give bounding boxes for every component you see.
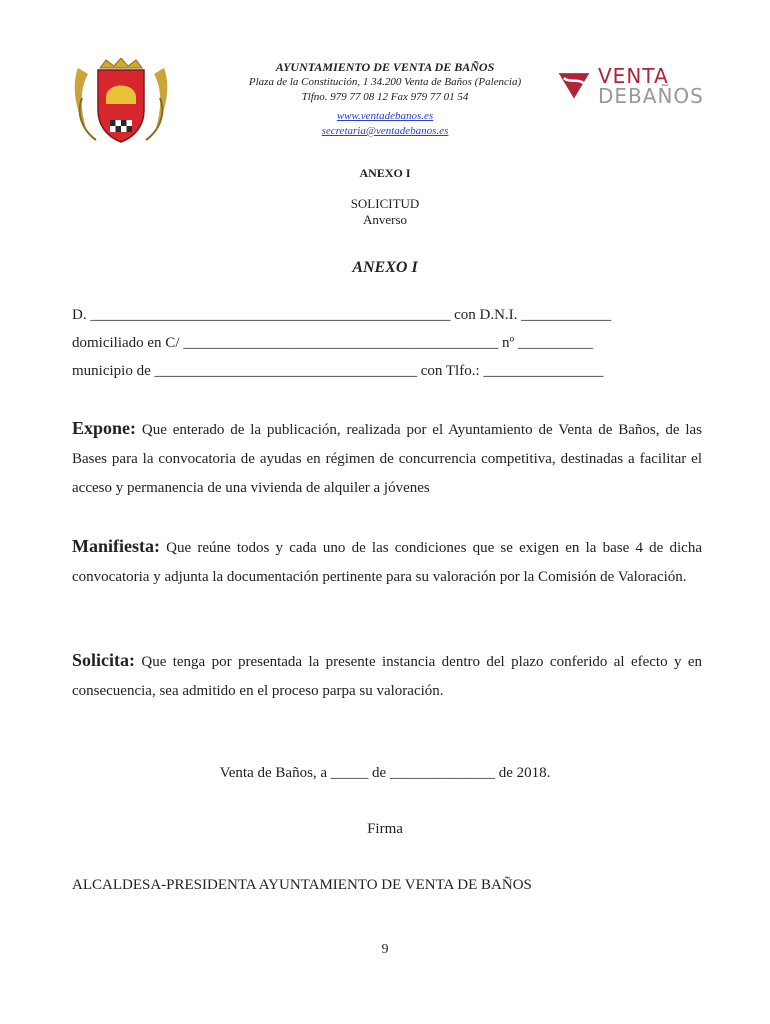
manifiesta-text: Que reúne todos y cada uno de las condiciones que se exigen en la base 4 de dicha convocatoria y adjunta la documentación pertinente para su valoración por la Comisión de Valoración.	[72, 540, 702, 585]
anverso-label: Anverso	[362, 212, 408, 227]
manifiesta-label: Manifiesta:	[72, 536, 160, 556]
manifiesta-paragraph	[72, 532, 702, 592]
expone-label: Expone:	[72, 418, 137, 438]
header-phone: Tlfno. 979 77 08 12 Fax 979 77 01 54	[301, 91, 469, 103]
signature-label: Firma	[367, 821, 403, 837]
anexo-subtitle: ANEXO I	[359, 166, 411, 180]
date-line[interactable]: Venta de Baños, a _____ de ______________ de 2018.	[219, 765, 551, 781]
expone-text: Que enterado de la publicación, realizada por el Ayuntamiento de Venta de Baños, de las Bases para la convocatoria de ayudas en régimen de concurrencia competitiva, destinadas a facilitar el acceso y permanencia de una vivienda de alquiler a jóvenes	[72, 422, 702, 496]
name-dni-field[interactable]: D. ________________________________________________ con D.N.I. ____________	[72, 307, 612, 323]
header-address: Plaza de la Constitución, 1 34.200 Venta de Baños (Palencia)	[248, 76, 522, 88]
address-field[interactable]: domiciliado en C/ __________________________________________ nº __________	[72, 335, 593, 351]
header-title: AYUNTAMIENTO DE VENTA DE BAÑOS	[275, 60, 495, 74]
page-number: 9	[381, 942, 389, 957]
logo-text-debanos: DEBAÑOS	[598, 84, 704, 108]
expone-paragraph	[72, 414, 702, 503]
solicita-paragraph	[72, 646, 702, 706]
solicita-text: Que tenga por presentada la presente instancia dentro del plazo conferido al efecto y en consecuencia, sea admitido en el proceso parpa su valoración.	[72, 654, 702, 699]
solicita-label: Solicita:	[72, 650, 135, 670]
logo-text-venta: VENTA	[598, 64, 669, 88]
website-link[interactable]: www.ventadebanos.es	[336, 110, 434, 122]
solicitud-label: SOLICITUD	[350, 196, 420, 211]
logo-mark-icon	[554, 68, 594, 102]
venta-de-banos-logo	[554, 64, 704, 106]
municipality-phone-field[interactable]: municipio de ___________________________________ con Tlfo.: ________________	[72, 363, 604, 379]
addressee-line: ALCALDESA-PRESIDENTA AYUNTAMIENTO DE VENTA DE BAÑOS	[72, 877, 532, 893]
email-link[interactable]: secretaria@ventadebanos.es	[321, 125, 449, 137]
anexo-title: ANEXO I	[352, 259, 418, 276]
